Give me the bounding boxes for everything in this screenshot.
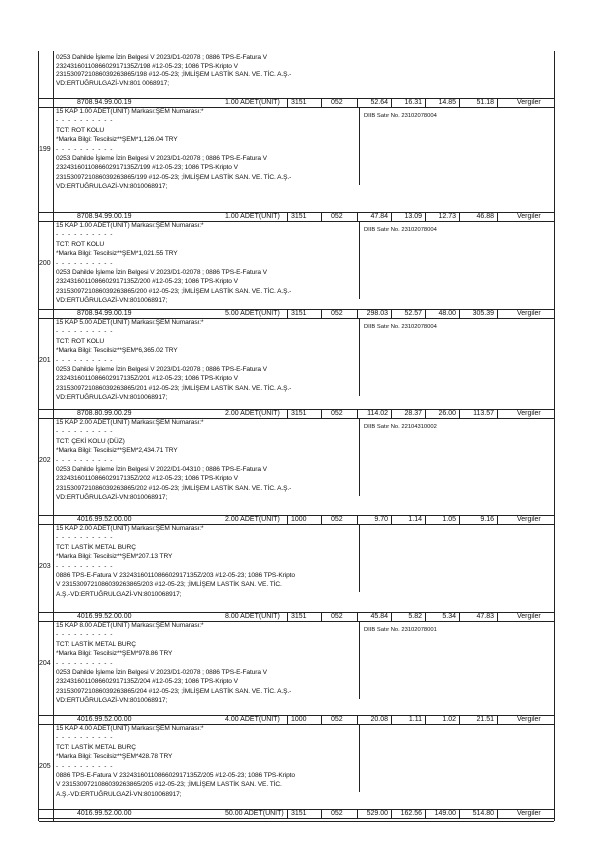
column-divider bbox=[357, 715, 358, 724]
value-2: 13.09 bbox=[404, 213, 422, 220]
item-description-line: A.Ş.-VD:ERTUĞRULGAZİ-VN:8010068917; bbox=[56, 590, 182, 598]
country-code: 052 bbox=[331, 810, 343, 817]
country-code: 052 bbox=[331, 613, 343, 620]
item-description-line: VD:ERTUĞRULGAZİ-VN:8010068917; bbox=[56, 494, 168, 502]
item-description-line: - - - - - - - - - - bbox=[56, 534, 114, 542]
quantity: 4.00 ADET(UNIT) bbox=[225, 716, 280, 723]
item-description-line: - - - - - - - - - - bbox=[56, 631, 114, 639]
column-divider bbox=[459, 612, 460, 621]
regime-code: 3151 bbox=[291, 613, 307, 620]
item-description-line: V 2315309721086039263865/203 #12-05-23; ;İMLİŞEM LASTİK SAN. VE. TİC. bbox=[56, 581, 282, 589]
item-description-line: 15 KAP 2.00 ADET(UNIT) Markası:ŞEM Numarası:* bbox=[56, 525, 204, 532]
column-divider bbox=[321, 515, 322, 524]
item-description-line: - - - - - - - - - - bbox=[56, 734, 114, 742]
taxes-link[interactable]: Vergiler bbox=[517, 613, 541, 620]
taxes-link[interactable]: Vergiler bbox=[517, 310, 541, 317]
item-description-line: 2315309721086039263865/204 #12-05-23; ;İMLİŞEM LASTİK SAN. VE. TİC. A.Ş.- bbox=[56, 687, 292, 695]
column-divider bbox=[391, 409, 392, 418]
column-divider bbox=[459, 98, 460, 107]
item-description-line: - - - - - - - - - - bbox=[56, 145, 114, 153]
column-divider bbox=[287, 809, 288, 818]
quantity: 1.00 ADET(UNIT) bbox=[225, 99, 280, 106]
value-2: 5.82 bbox=[408, 613, 422, 620]
column-divider bbox=[53, 409, 54, 418]
diib-line-reference: DIIB Satır No. 23102078001 bbox=[364, 627, 437, 633]
item-description-line: 2315309721086039263865/199 #12-05-23; ;İMLİŞEM LASTİK SAN. VE. TİC. A.Ş.- bbox=[56, 173, 292, 181]
item-description-line: TCT: ROT KOLU bbox=[56, 126, 105, 134]
country-code: 052 bbox=[331, 213, 343, 220]
quantity: 50.00 ADET(UNIT) bbox=[225, 810, 284, 817]
value-4: 113.57 bbox=[473, 410, 494, 417]
value-4: 46.88 bbox=[476, 213, 494, 220]
regime-code: 1000 bbox=[291, 716, 307, 723]
quantity: 1.00 ADET(UNIT) bbox=[225, 213, 280, 220]
item-description-line: 2315309721086039263865/202 #12-05-23; ;İMLİŞEM LASTİK SAN. VE. TİC. A.Ş.- bbox=[56, 484, 292, 492]
item-last-header-bottom-rule bbox=[39, 818, 554, 819]
column-divider bbox=[497, 612, 498, 621]
value-4: 9.16 bbox=[480, 516, 494, 523]
item-description-line: - - - - - - - - - - bbox=[56, 762, 114, 770]
column-divider bbox=[425, 515, 426, 524]
column-divider bbox=[459, 715, 460, 724]
column-divider bbox=[425, 409, 426, 418]
intro-line: 0253 Dahilde İşleme İzin Belgesi V 2023/D1-02078 ; 0886 TPS-E-Fatura V bbox=[56, 54, 267, 61]
item-row-number: 199 bbox=[39, 145, 51, 153]
value-1: 114.02 bbox=[367, 410, 388, 417]
item-description-line: 0253 Dahilde İşleme İzin Belgesi V 2023/D1-02078 ; 0886 TPS-E-Fatura V bbox=[56, 155, 267, 162]
item-description-line: 0886 TPS-E-Fatura V 2324316011086602917135Z/203 #12-05-23; 1086 TPS-Kripto bbox=[56, 572, 295, 579]
item-description-line: 2324316011086602917135Z/202 #12-05-23; 1086 TPS-Kripto V bbox=[56, 475, 238, 483]
column-divider bbox=[321, 612, 322, 621]
item-description-line: 15 KAP 1.00 ADET(UNIT) Markası:ŞEM Numarası:* bbox=[56, 222, 204, 229]
column-divider bbox=[497, 715, 498, 724]
item-row-number: 203 bbox=[39, 562, 51, 570]
value-4: 47.83 bbox=[476, 613, 494, 620]
tariff-code: 4016.99.52.00.00 bbox=[77, 613, 132, 620]
column-divider bbox=[391, 612, 392, 621]
item-description-line: 0253 Dahilde İşleme İzin Belgesi V 2023/D1-02078 ; 0886 TPS-E-Fatura V bbox=[56, 269, 267, 276]
column-divider bbox=[425, 715, 426, 724]
value-1: 529.00 bbox=[366, 810, 388, 817]
regime-code: 3151 bbox=[291, 410, 307, 417]
quantity: 2.00 ADET(UNIT) bbox=[225, 516, 280, 523]
value-1: 20.08 bbox=[370, 716, 388, 723]
item-description-line: 15 KAP 2.00 ADET(UNIT) Markası:ŞEM Numarası:* bbox=[56, 419, 204, 426]
item-description-line: - - - - - - - - - - bbox=[56, 456, 114, 464]
value-2: 28.37 bbox=[404, 410, 422, 417]
item-description-line: - - - - - - - - - - bbox=[56, 428, 114, 436]
column-divider bbox=[321, 98, 322, 107]
regime-code: 3151 bbox=[291, 99, 307, 106]
item-description-line: TCT: ROT KOLU bbox=[56, 337, 105, 345]
column-divider bbox=[53, 715, 54, 724]
item-description-line: VD:ERTUĞRULGAZİ-VN:8010068917; bbox=[56, 394, 168, 402]
tariff-code: 4016.99.52.00.00 bbox=[77, 810, 132, 817]
table-end-rule bbox=[39, 821, 554, 822]
item-description-line: VD:ERTUĞRULGAZİ-VN:8010068917; bbox=[56, 297, 168, 305]
item-description-line: TCT: ROT KOLU bbox=[56, 240, 105, 248]
value-2: 52.57 bbox=[404, 310, 422, 317]
item-description-line: TCT: LASTİK METAL BURÇ bbox=[56, 743, 136, 751]
item-description-line: 2315309721086039263865/200 #12-05-23; ;İMLİŞEM LASTİK SAN. VE. TİC. A.Ş.- bbox=[56, 287, 292, 295]
column-divider bbox=[425, 212, 426, 221]
item-row-number: 205 bbox=[39, 762, 51, 770]
column-divider bbox=[53, 98, 54, 107]
value-3: 14.85 bbox=[438, 99, 456, 106]
diib-line-reference: DIIB Satır No. 22104310002 bbox=[364, 424, 437, 430]
column-divider bbox=[425, 309, 426, 318]
column-divider bbox=[357, 515, 358, 524]
value-4: 21.51 bbox=[476, 716, 494, 723]
item-description-line: *Marka Bilgi: Tescilsiz**ŞEM*1,021.55 TRY bbox=[56, 250, 178, 258]
item-description-line: 0253 Dahilde İşleme İzin Belgesi V 2023/D1-02078 ; 0886 TPS-E-Fatura V bbox=[56, 669, 267, 676]
column-divider bbox=[53, 212, 54, 221]
reference-divider bbox=[359, 622, 360, 699]
column-divider bbox=[459, 309, 460, 318]
item-description-line: - - - - - - - - - - bbox=[56, 562, 114, 570]
item-description-line: - - - - - - - - - - bbox=[56, 659, 114, 667]
diib-line-reference: DIIB Satır No. 23102078004 bbox=[364, 113, 437, 119]
column-divider bbox=[287, 612, 288, 621]
item-description-line: 0253 Dahilde İşleme İzin Belgesi V 2023/D1-02078 ; 0886 TPS-E-Fatura V bbox=[56, 366, 267, 373]
taxes-link[interactable]: Vergiler bbox=[517, 810, 541, 817]
item-description-line: 15 KAP 4.00 ADET(UNIT) Markası:ŞEM Numarası:* bbox=[56, 725, 204, 732]
column-divider bbox=[287, 98, 288, 107]
taxes-link[interactable]: Vergiler bbox=[517, 516, 541, 523]
column-divider bbox=[357, 98, 358, 107]
regime-code: 1000 bbox=[291, 516, 307, 523]
country-code: 052 bbox=[331, 310, 343, 317]
column-divider bbox=[459, 809, 460, 818]
item-description-line: 2324316011086602917135Z/200 #12-05-23; 1086 TPS-Kripto V bbox=[56, 278, 238, 286]
value-1: 298.03 bbox=[366, 310, 388, 317]
value-2: 162.56 bbox=[400, 810, 422, 817]
column-divider bbox=[425, 612, 426, 621]
column-divider bbox=[287, 409, 288, 418]
column-divider bbox=[497, 809, 498, 818]
intro-line: VD:ERTUĞRULGAZİ-VN:801 0068917; bbox=[56, 79, 169, 87]
item-description-line: *Marka Bilgi: Tescilsiz**ŞEM*978.86 TRY bbox=[56, 650, 173, 658]
value-1: 52.64 bbox=[370, 99, 388, 106]
column-divider bbox=[357, 309, 358, 318]
column-divider bbox=[391, 715, 392, 724]
item-description-line: 2324316011086602917135Z/199 #12-05-23; 1086 TPS-Kripto V bbox=[56, 164, 238, 172]
column-divider bbox=[425, 98, 426, 107]
tariff-code: 8708.80.99.00.29 bbox=[77, 410, 132, 417]
value-1: 9.70 bbox=[374, 516, 388, 523]
item-description-line: - - - - - - - - - - bbox=[56, 117, 114, 125]
item-description-line: 15 KAP 5.00 ADET(UNIT) Markası:ŞEM Numarası:* bbox=[56, 319, 204, 326]
quantity: 8.00 ADET(UNIT) bbox=[225, 613, 280, 620]
column-divider bbox=[357, 612, 358, 621]
column-divider bbox=[357, 409, 358, 418]
tariff-code: 4016.99.52.00.00 bbox=[77, 516, 132, 523]
item-description-line: 0886 TPS-E-Fatura V 2324316011086602917135Z/205 #12-05-23; 1086 TPS-Kripto bbox=[56, 772, 295, 779]
column-divider bbox=[391, 809, 392, 818]
column-divider bbox=[497, 309, 498, 318]
column-divider bbox=[321, 715, 322, 724]
item-row-number: 204 bbox=[39, 659, 51, 667]
quantity: 5.00 ADET(UNIT) bbox=[225, 310, 280, 317]
column-divider bbox=[459, 212, 460, 221]
value-4: 514.80 bbox=[472, 810, 494, 817]
item-row-number: 201 bbox=[39, 356, 51, 364]
item-description-line: 2324316011086602917135Z/204 #12-05-23; 1086 TPS-Kripto V bbox=[56, 678, 238, 686]
country-code: 052 bbox=[331, 716, 343, 723]
column-divider bbox=[321, 809, 322, 818]
value-3: 1.02 bbox=[442, 716, 456, 723]
taxes-link[interactable]: Vergiler bbox=[517, 99, 541, 106]
item-description-line: 2324316011086602917135Z/201 #12-05-23; 1086 TPS-Kripto V bbox=[56, 375, 238, 383]
item-description-line: 0253 Dahilde İşleme İzin Belgesi V 2022/D1-04310 ; 0886 TPS-E-Fatura V bbox=[56, 466, 267, 473]
item-description-line: V 2315309721086039263865/205 #12-05-23; ;İMLİŞEM LASTİK SAN. VE. TİC. bbox=[56, 781, 282, 789]
item-description-line: TCT: LASTİK METAL BURÇ bbox=[56, 640, 136, 648]
country-code: 052 bbox=[331, 99, 343, 106]
column-divider bbox=[287, 715, 288, 724]
column-divider bbox=[391, 212, 392, 221]
item-description-line: - - - - - - - - - - bbox=[56, 356, 114, 364]
value-2: 16.31 bbox=[404, 99, 422, 106]
reference-divider bbox=[359, 419, 360, 496]
declaration-table bbox=[38, 51, 555, 821]
item-row-number: 202 bbox=[39, 456, 51, 464]
column-divider bbox=[497, 212, 498, 221]
item-description-line: *Marka Bilgi: Tescilsiz**ŞEM*428.78 TRY bbox=[56, 753, 173, 761]
regime-code: 3151 bbox=[291, 310, 307, 317]
item-description-line: VD:ERTUĞRULGAZİ-VN:8010068917; bbox=[56, 183, 168, 191]
regime-code: 3151 bbox=[291, 213, 307, 220]
column-divider bbox=[391, 309, 392, 318]
taxes-link[interactable]: Vergiler bbox=[517, 410, 541, 417]
value-2: 1.11 bbox=[408, 716, 422, 723]
column-divider bbox=[391, 98, 392, 107]
value-3: 5.34 bbox=[442, 613, 456, 620]
intro-line: 2324316011086602917135Z/198 #12-05-23; 1086 TPS-Kripto V bbox=[56, 62, 238, 70]
tariff-code: 8708.94.99.00.19 bbox=[77, 310, 132, 317]
value-1: 45.84 bbox=[370, 613, 388, 620]
value-3: 12.73 bbox=[438, 213, 456, 220]
column-divider bbox=[321, 212, 322, 221]
item-description-line: 15 KAP 1.00 ADET(UNIT) Markası:ŞEM Numarası:* bbox=[56, 108, 204, 115]
column-divider bbox=[53, 309, 54, 318]
item-description-line: *Marka Bilgi: Tescilsiz**ŞEM*207.13 TRY bbox=[56, 553, 173, 561]
diib-line-reference: DIIB Satır No. 23102078004 bbox=[364, 227, 437, 233]
intro-line: 2315309721086039263865/198 #12-05-23; ;İMLİŞEM LASTİK SAN. VE. TİC. A.Ş.- bbox=[56, 71, 292, 79]
regime-code: 3151 bbox=[291, 810, 307, 817]
column-divider bbox=[53, 809, 54, 818]
value-3: 48.00 bbox=[438, 310, 456, 317]
row-number-divider bbox=[53, 51, 54, 821]
item-description-line: - - - - - - - - - - bbox=[56, 328, 114, 336]
column-divider bbox=[357, 212, 358, 221]
country-code: 052 bbox=[331, 410, 343, 417]
value-2: 1.14 bbox=[408, 516, 422, 523]
column-divider bbox=[53, 612, 54, 621]
reference-divider bbox=[359, 319, 360, 396]
item-description-line: VD:ERTUĞRULGAZİ-VN:8010068917; bbox=[56, 697, 168, 705]
column-divider bbox=[425, 809, 426, 818]
value-3: 26.00 bbox=[438, 410, 456, 417]
column-divider bbox=[321, 409, 322, 418]
reference-divider bbox=[359, 222, 360, 299]
item-description-line: 15 KAP 8.00 ADET(UNIT) Markası:ŞEM Numarası:* bbox=[56, 622, 204, 629]
country-code: 052 bbox=[331, 516, 343, 523]
tariff-code: 4016.99.52.00.00 bbox=[77, 716, 132, 723]
value-1: 47.84 bbox=[370, 213, 388, 220]
reference-divider bbox=[359, 525, 360, 592]
column-divider bbox=[497, 515, 498, 524]
item-description-line: *Marka Bilgi: Tescilsiz**ŞEM*6,365.02 TRY bbox=[56, 347, 178, 355]
item-row-number: 200 bbox=[39, 259, 51, 267]
item-description-line: 2315309721086039263865/201 #12-05-23; ;İMLİŞEM LASTİK SAN. VE. TİC. A.Ş.- bbox=[56, 384, 292, 392]
item-description-line: - - - - - - - - - - bbox=[56, 231, 114, 239]
column-divider bbox=[497, 409, 498, 418]
taxes-link[interactable]: Vergiler bbox=[517, 716, 541, 723]
item-description-line: - - - - - - - - - - bbox=[56, 259, 114, 267]
column-divider bbox=[287, 212, 288, 221]
tariff-code: 8708.94.99.00.19 bbox=[77, 99, 132, 106]
value-4: 51.18 bbox=[476, 99, 494, 106]
item-description-line: A.Ş.-VD:ERTUĞRULGAZİ-VN:8010068917; bbox=[56, 790, 182, 798]
value-3: 1.05 bbox=[442, 516, 456, 523]
column-divider bbox=[321, 309, 322, 318]
column-divider bbox=[497, 98, 498, 107]
item-description-line: *Marka Bilgi: Tescilsiz**ŞEM*2,434.71 TRY bbox=[56, 447, 178, 455]
value-4: 305.39 bbox=[472, 310, 494, 317]
column-divider bbox=[53, 515, 54, 524]
column-divider bbox=[287, 309, 288, 318]
taxes-link[interactable]: Vergiler bbox=[517, 213, 541, 220]
column-divider bbox=[459, 409, 460, 418]
quantity: 2.00 ADET(UNIT) bbox=[225, 410, 280, 417]
column-divider bbox=[459, 515, 460, 524]
column-divider bbox=[391, 515, 392, 524]
item-description-line: *Marka Bilgi: Tescilsiz**ŞEM*1,126.04 TRY bbox=[56, 136, 178, 144]
tariff-code: 8708.94.99.00.19 bbox=[77, 213, 132, 220]
reference-divider bbox=[359, 108, 360, 185]
column-divider bbox=[357, 809, 358, 818]
diib-line-reference: DIIB Satır No. 23102078004 bbox=[364, 324, 437, 330]
item-description-line: TCT: ÇEKİ KOLU (DÜZ) bbox=[56, 437, 125, 445]
reference-divider bbox=[359, 725, 360, 792]
value-3: 149.00 bbox=[434, 810, 456, 817]
column-divider bbox=[287, 515, 288, 524]
item-description-line: TCT: LASTİK METAL BURÇ bbox=[56, 543, 136, 551]
